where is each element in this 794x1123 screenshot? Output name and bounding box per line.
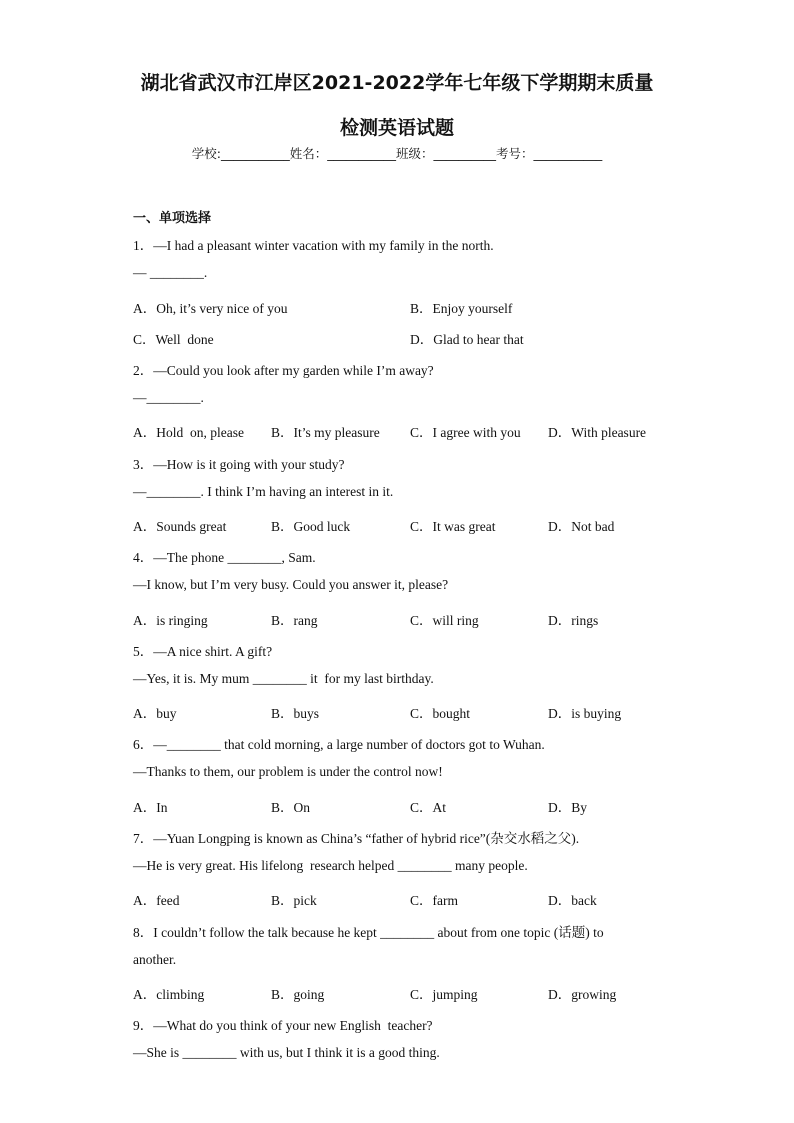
question-2-answer-line: —________. [133, 390, 204, 405]
question-1-option-a: A．Oh, it’s very nice of you [133, 301, 288, 316]
question-4-option-b: B．rang [271, 613, 318, 628]
question-9-stem: 9．—What do you think of your new English teacher? [133, 1018, 433, 1033]
question-3-stem: 3．—How is it going with your study? [133, 457, 345, 472]
question-1-answer-line: — ________. [133, 265, 208, 280]
question-3-option-a: A．Sounds great [133, 519, 227, 534]
question-3-answer-line: —________. I think I’m having an interest in it. [133, 484, 394, 499]
question-1-option-c: C．Well done [133, 332, 214, 347]
question-2-option-d: D．With pleasure [548, 425, 647, 440]
question-1-stem: 1．—I had a pleasant winter vacation with my family in the north. [133, 238, 494, 253]
question-5-stem: 5．—A nice shirt. A gift? [133, 644, 273, 659]
question-4-option-d: D．rings [548, 613, 599, 628]
question-2-option-c: C．I agree with you [410, 425, 521, 440]
question-4-option-a: A．is ringing [133, 613, 208, 628]
question-2-stem: 2．—Could you look after my garden while I’m away? [133, 363, 434, 378]
question-5-option-c: C．bought [410, 706, 471, 721]
number-field: 考号：___________ [495, 146, 603, 161]
question-1-option-b: B．Enjoy yourself [410, 301, 513, 316]
school-field: 学校:___________ [191, 146, 290, 161]
student-info [0, 144, 794, 162]
question-5-option-b: B．buys [271, 706, 320, 721]
question-7-option-d: D．back [548, 893, 597, 908]
question-1-option-d: D．Glad to hear that [410, 332, 524, 347]
class-field: 班级：__________ [395, 146, 496, 161]
question-5-answer-line: —Yes, it is. My mum ________ it for my last birthday. [133, 671, 434, 686]
question-2-option-a: A．Hold on, please [133, 425, 244, 440]
question-6-option-c: C．At [410, 800, 447, 815]
question-6-option-d: D．By [548, 800, 588, 815]
question-6-option-b: B．On [271, 800, 311, 815]
question-8-option-a: A．climbing [133, 987, 205, 1002]
section-heading: 一、单项选择 [133, 211, 212, 226]
question-2-option-b: B．It’s my pleasure [271, 425, 380, 440]
question-8-option-c: C．jumping [410, 987, 478, 1002]
question-4-stem: 4．—The phone ________, Sam. [133, 550, 316, 565]
question-3-option-c: C．It was great [410, 519, 496, 534]
question-5-option-a: A．buy [133, 706, 177, 721]
question-7-stem: 7．—Yuan Longping is known as China’s “father of hybrid rice”(杂交水稻之父). [133, 831, 580, 846]
question-8-option-b: B．going [271, 987, 325, 1002]
question-8-continuation: another. [133, 952, 177, 967]
question-6-stem: 6．—________ that cold morning, a large number of doctors got to Wuhan. [133, 737, 545, 752]
question-8-stem: 8．I couldn’t follow the talk because he kept ________ about from one topic (话题) to [133, 925, 604, 940]
page-title: 湖北省武汉市江岸区2021-2022学年七年级下学期期末质量 [140, 72, 654, 94]
question-6-answer-line: —Thanks to them, our problem is under the control now! [133, 764, 443, 779]
question-4-answer-line: —I know, but I’m very busy. Could you answer it, please? [133, 577, 449, 592]
question-7-option-c: C．farm [410, 893, 458, 908]
page-subtitle: 检测英语试题 [339, 117, 454, 139]
question-3-option-d: D．Not bad [548, 519, 615, 534]
question-7-option-b: B．pick [271, 893, 317, 908]
question-5-option-d: D．is buying [548, 706, 622, 721]
question-7-option-a: A．feed [133, 893, 180, 908]
question-9-answer-line: —She is ________ with us, but I think it is a good thing. [133, 1045, 440, 1060]
question-8-option-d: D．growing [548, 987, 617, 1002]
question-4-option-c: C．will ring [410, 613, 479, 628]
question-6-option-a: A．In [133, 800, 168, 815]
name-field: 姓名：___________ [289, 146, 396, 161]
question-3-option-b: B．Good luck [271, 519, 351, 534]
question-7-answer-line: —He is very great. His lifelong research helped ________ many people. [133, 858, 528, 873]
